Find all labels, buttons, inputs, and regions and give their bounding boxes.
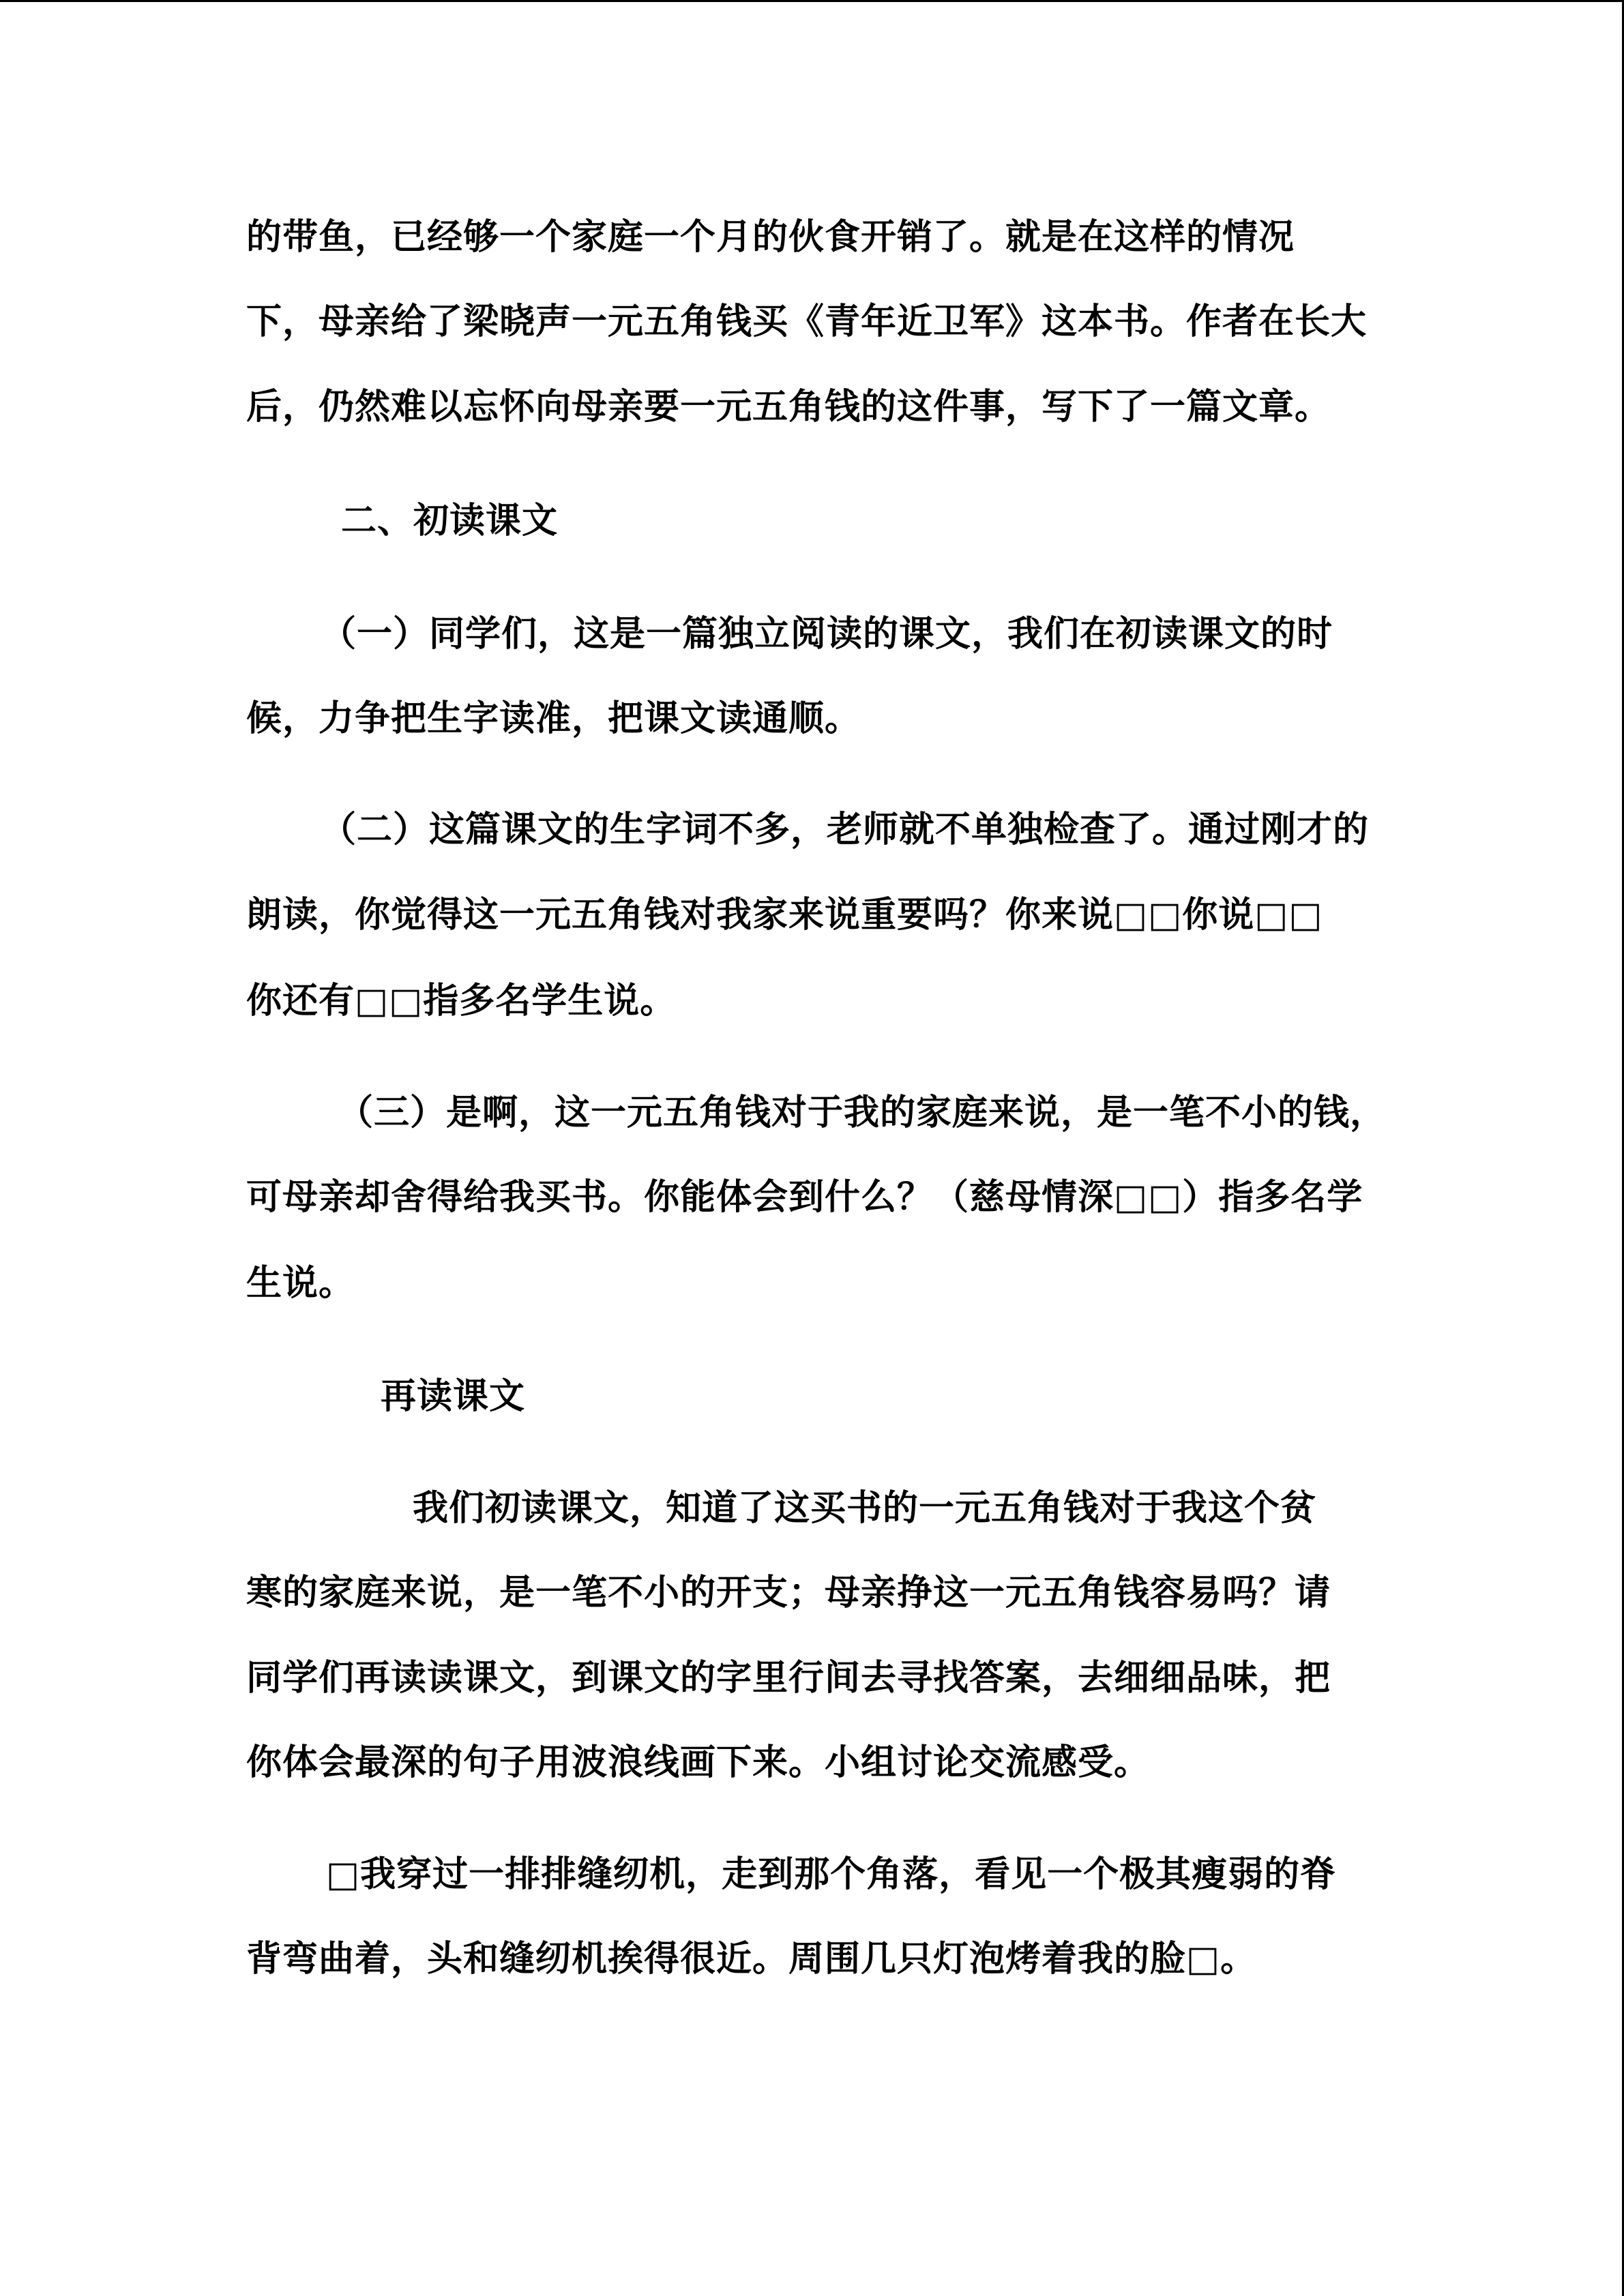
quote-line: 背弯曲着，头和缝纫机挨得很近。周围几只灯泡烤着我的脸□。 [246, 1939, 1257, 1980]
paragraph-line: 寒的家庭来说，是一笔不小的开支；母亲挣这一元五角钱容易吗？请 [246, 1572, 1331, 1613]
paragraph-line: 的带鱼，已经够一个家庭一个月的伙食开销了。就是在这样的情况 [246, 217, 1295, 258]
paragraph-line: 我们初读课文，知道了这买书的一元五角钱对于我这个贫 [413, 1488, 1317, 1529]
quote-line: □我穿过一排排缝纫机，走到那个角落，看见一个极其瘦弱的脊 [326, 1854, 1337, 1895]
paragraph-line: （二）这篇课文的生字词不多，老师就不单独检查了。通过刚才的 [321, 809, 1370, 850]
paragraph-line: 你体会最深的句子用波浪线画下来。小组讨论交流感受。 [246, 1742, 1151, 1783]
paragraph-line: 同学们再读读课文，到课文的字里行间去寻找答案，去细细品味，把 [246, 1658, 1331, 1699]
paragraph-line: 后，仍然难以忘怀向母亲要一元五角钱的这件事，写下了一篇文章。 [246, 387, 1331, 428]
paragraph-line: 候，力争把生字读准，把课文读通顺。 [246, 698, 861, 739]
paragraph-line: （三）是啊，这一元五角钱对于我的家庭来说，是一笔不小的钱， [338, 1092, 1387, 1133]
paragraph-line: 你还有□□指多名学生说。 [246, 981, 677, 1022]
section-heading: 再读课文 [381, 1376, 526, 1417]
paragraph-line: 朗读，你觉得这一元五角钱对我家来说重要吗？你来说□□你说□□ [246, 895, 1323, 936]
section-heading: 二、初读课文 [341, 501, 559, 541]
paragraph-line: 生说。 [246, 1263, 355, 1304]
paragraph-line: 可母亲却舍得给我买书。你能体会到什么？（慈母情深□□）指多名学 [246, 1177, 1363, 1218]
paragraph-line: 下，母亲给了梁晓声一元五角钱买《青年近卫军》这本书。作者在长大 [246, 301, 1368, 342]
paragraph-line: （一）同学们，这是一篇独立阅读的课文，我们在初读课文的时 [321, 614, 1333, 655]
